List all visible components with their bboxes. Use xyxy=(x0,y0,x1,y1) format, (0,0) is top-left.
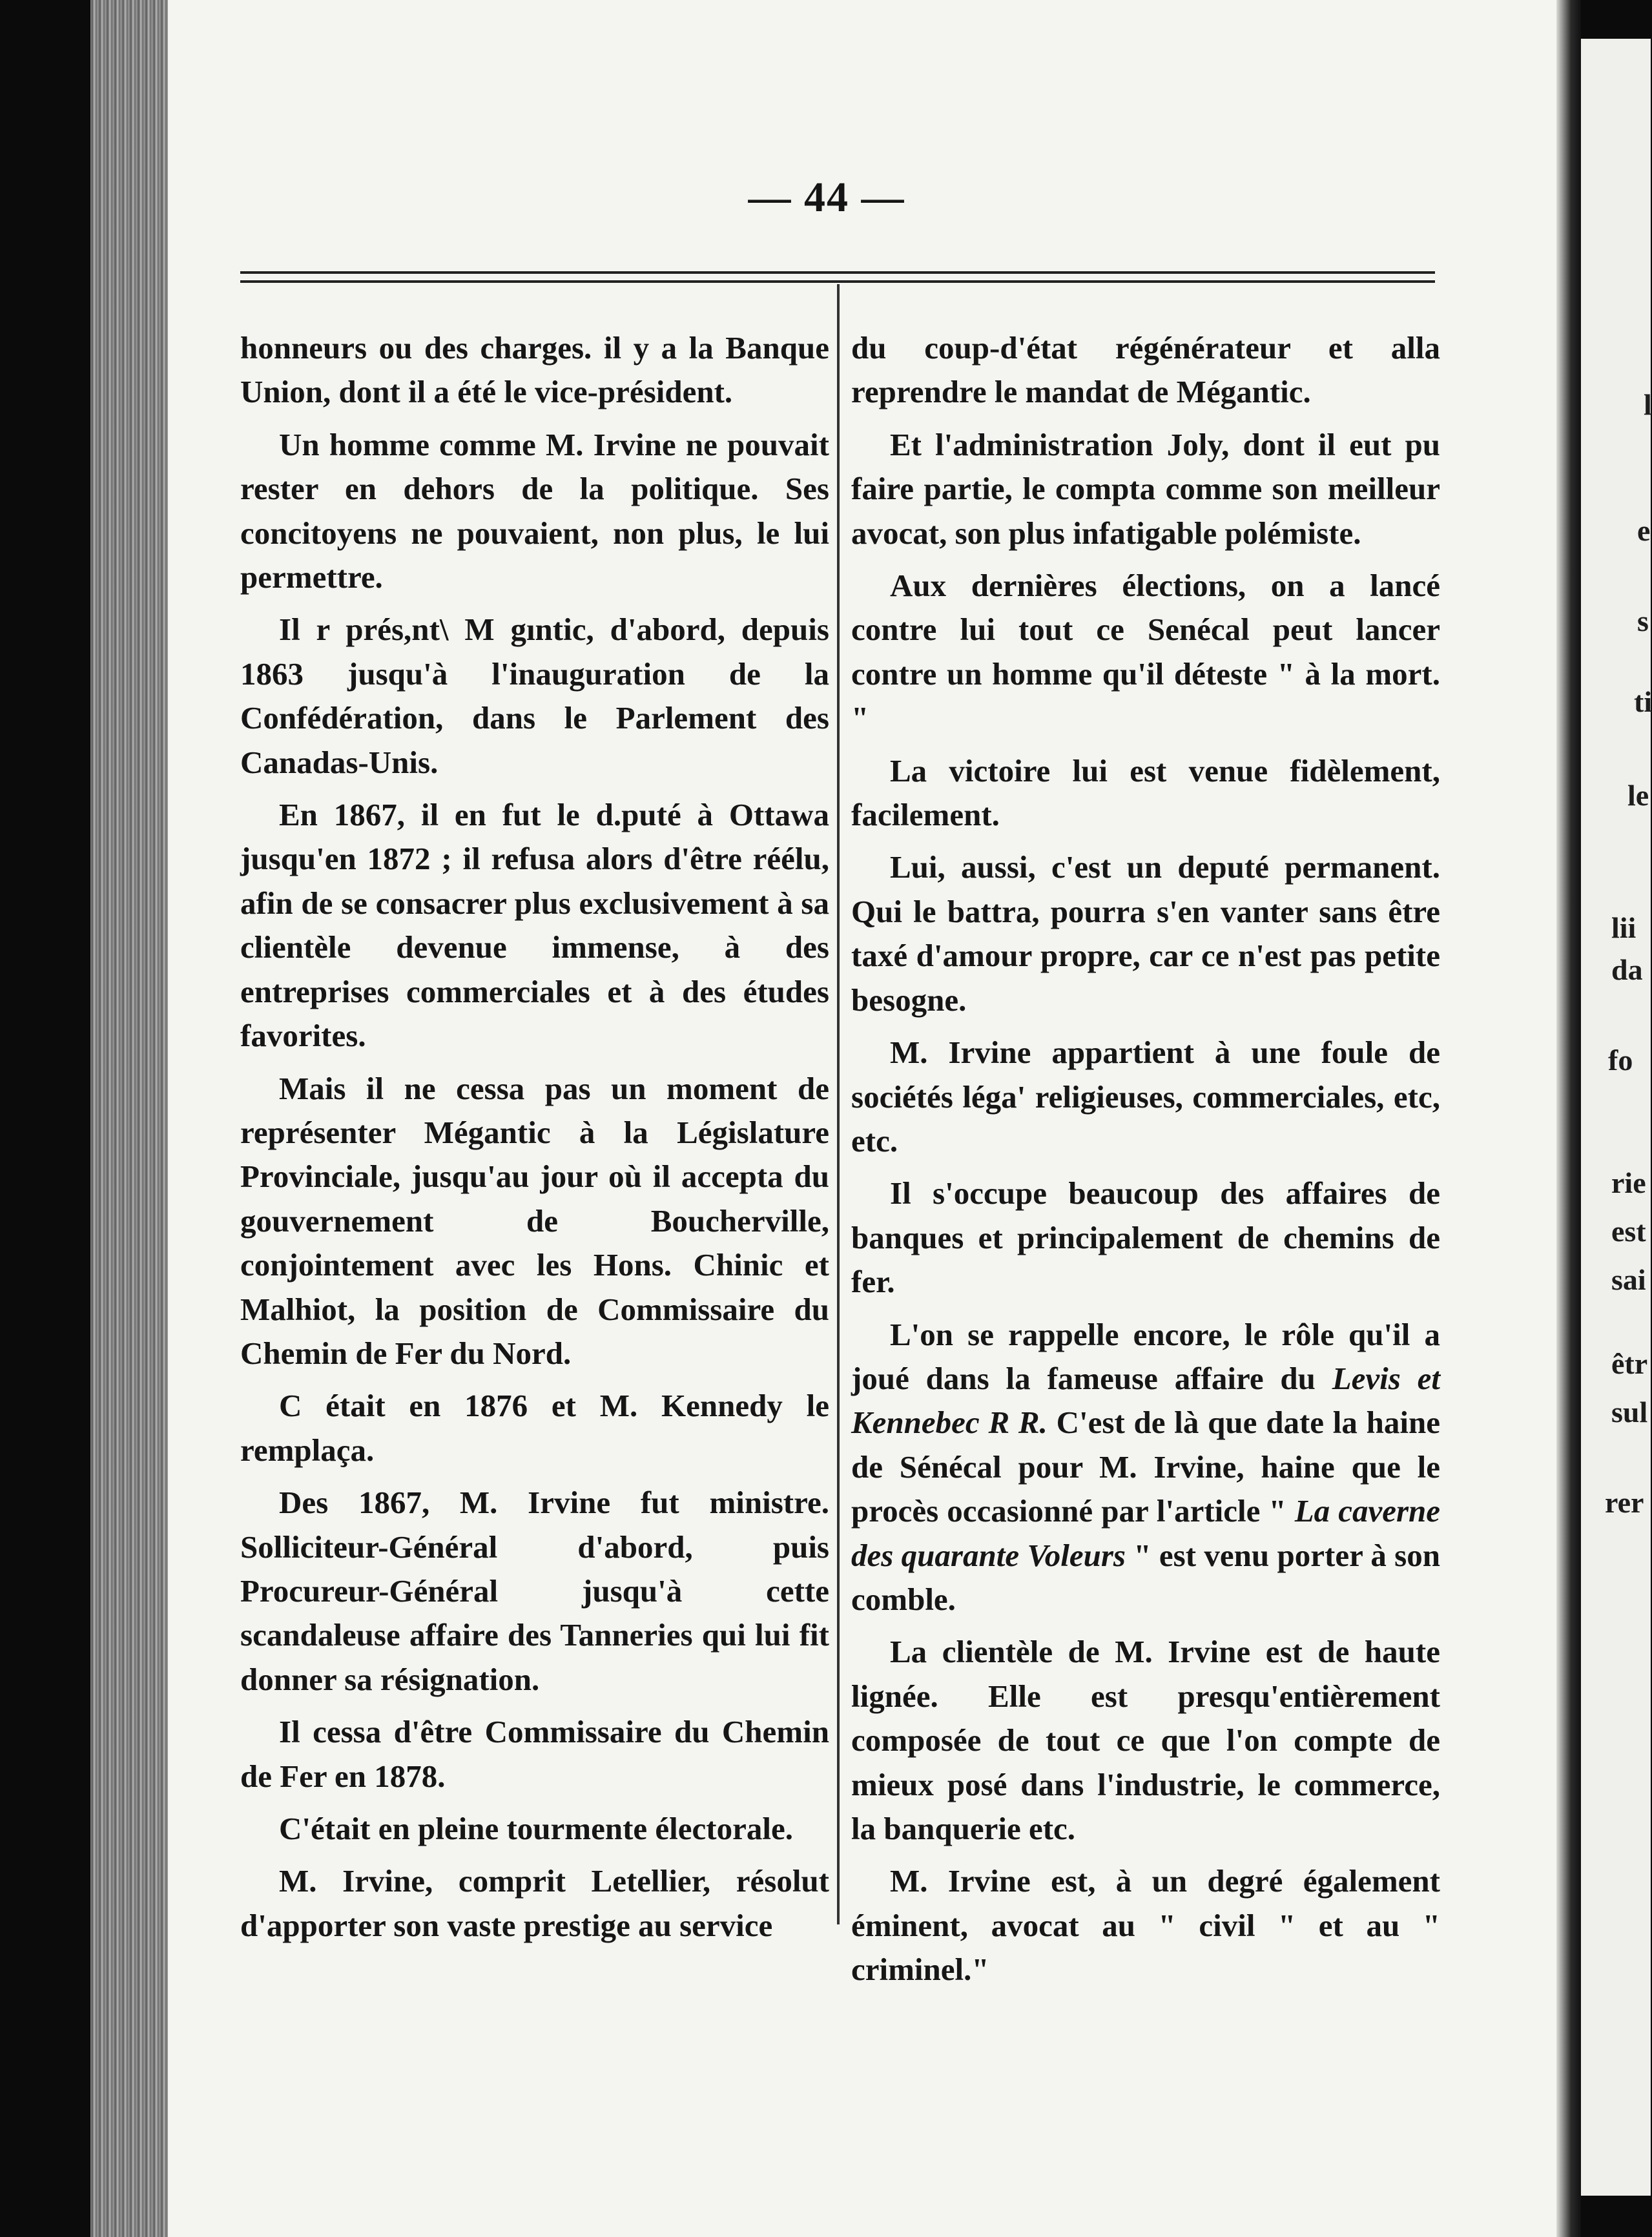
facing-page-fragment: sai xyxy=(1611,1263,1646,1296)
text-run: L'on se rappelle encore, le rôle qu'il a joué dans la fameuse affaire du xyxy=(851,1316,1440,1396)
facing-page-fragment: rer xyxy=(1605,1486,1644,1519)
paragraph: Il s'occupe beaucoup des affaires de banques et principalement de chemins de fer. xyxy=(851,1175,1440,1300)
paragraph: Un homme comme M. Irvine ne pouvait rester en dehors de la politique. Ses concitoyens ne pouvaient, non plus, le lui permettre. xyxy=(240,426,829,595)
paragraph: Il r prés,nt\ M gıntic, d'abord, depuis 1863 jusqu'à l'inauguration de la Confédération, dans le Parlement des Canadas-Unis. xyxy=(240,612,829,780)
paragraph: Il cessa d'être Commissaire du Chemin de Fer en 1878. xyxy=(240,1714,829,1794)
paragraph: honneurs ou des charges. il y a la Banque Union, dont il a été le vice-président. xyxy=(240,330,829,410)
text-run: C'est de là que date la haine de Sénécal pour M. Irvine, haine que le procès occasionné par l'article " xyxy=(851,1405,1441,1529)
facing-page-fragment: ti xyxy=(1634,685,1652,718)
paragraph: Lui, aussi, c'est un deputé permanent. Qui le battra, pourra s'en vanter sans être taxé d'amour propre, car ce n'est pas petite besogne. xyxy=(851,849,1440,1018)
paragraph xyxy=(851,1313,1440,1622)
book-gutter xyxy=(1556,0,1581,2237)
facing-page-paper xyxy=(1576,39,1651,2196)
paragraph: La clientèle de M. Irvine est de haute lignée. Elle est presqu'entièrement composée de tout ce que l'on compte de mieux posé dans l'industrie, le commerce, la banquerie etc. xyxy=(851,1634,1440,1846)
paragraph: M. Irvine, comprit Letellier, résolut d'apporter son vaste prestige au service xyxy=(240,1863,829,1943)
paragraph: Aux dernières élections, on a lancé contre lui tout ce Senécal peut lancer contre un homme qu'il déteste " à la mort. " xyxy=(851,568,1440,736)
paragraph: C'était en pleine tourmente électorale. xyxy=(279,1811,793,1846)
paragraph: Et l'administration Joly, dont il eut pu faire partie, le compta comme son meilleur avocat, son plus infatigable polémiste. xyxy=(851,426,1440,551)
italic-text-run: La caverne des quarante Voleurs xyxy=(851,1493,1441,1573)
paragraph: M. Irvine est, à un degré également éminent, avocat au " civil " et au " criminel." xyxy=(851,1863,1440,1988)
paragraph: La victoire lui est venue fidèlement, facilement. xyxy=(851,752,1440,833)
paragraph: En 1867, il en fut le d.puté à Ottawa jusqu'en 1872 ; il refusa alors d'être réélu, afin de se consacrer plus exclusivement à sa clientèle devenue immense, à des entreprises commerciales et à des études favorites. xyxy=(240,797,829,1054)
paragraph: du coup-d'état régénérateur et alla reprendre le mandat de Mégantic. xyxy=(851,330,1440,410)
paragraph: Des 1867, M. Irvine fut ministre. Solliciteur-Général d'abord, puis Procureur-Général jusqu'à cette scandaleuse affaire des Tanneries qui lui fit donner sa résignation. xyxy=(240,1485,829,1697)
facing-page-fragment: e xyxy=(1637,514,1651,547)
facing-page-fragment: s xyxy=(1637,604,1649,637)
facing-page-fragment: est xyxy=(1611,1215,1646,1248)
paragraph: Mais il ne cessa pas un moment de représenter Mégantic à la Législature Provinciale, jusqu'au jour où il accepta du gouvernement de Boucherville, conjointement avec les Hons. Chinic et Malhiot, la position de Commissaire du Chemin de Fer du Nord. xyxy=(240,1070,829,1371)
page-number: — 44 — xyxy=(748,174,905,221)
paragraph: C était en 1876 et M. Kennedy le remplaça. xyxy=(240,1388,829,1468)
italic-text-run: Levis et Kennebec R R. xyxy=(851,1360,1440,1441)
facing-page-fragment: fo xyxy=(1608,1044,1633,1077)
facing-page-fragment: rie xyxy=(1611,1166,1646,1199)
left-column xyxy=(240,326,829,1956)
text-run: " est venu porter à son comble. xyxy=(851,1537,1441,1617)
column-divider xyxy=(837,284,840,1924)
facing-page-fragment: da xyxy=(1611,953,1643,986)
paragraph: M. Irvine appartient à une foule de sociétés léga' religieuses, commerciales, etc, etc. xyxy=(851,1035,1440,1159)
facing-page-fragment: le xyxy=(1627,779,1649,812)
right-column xyxy=(851,326,1440,2001)
facing-page-fragment: êtr xyxy=(1611,1347,1648,1380)
facing-page-fragment: l xyxy=(1644,388,1652,421)
facing-page-fragment: sul xyxy=(1611,1396,1648,1428)
header-rule xyxy=(240,271,1435,283)
facing-page-fragment: lii xyxy=(1611,911,1637,944)
